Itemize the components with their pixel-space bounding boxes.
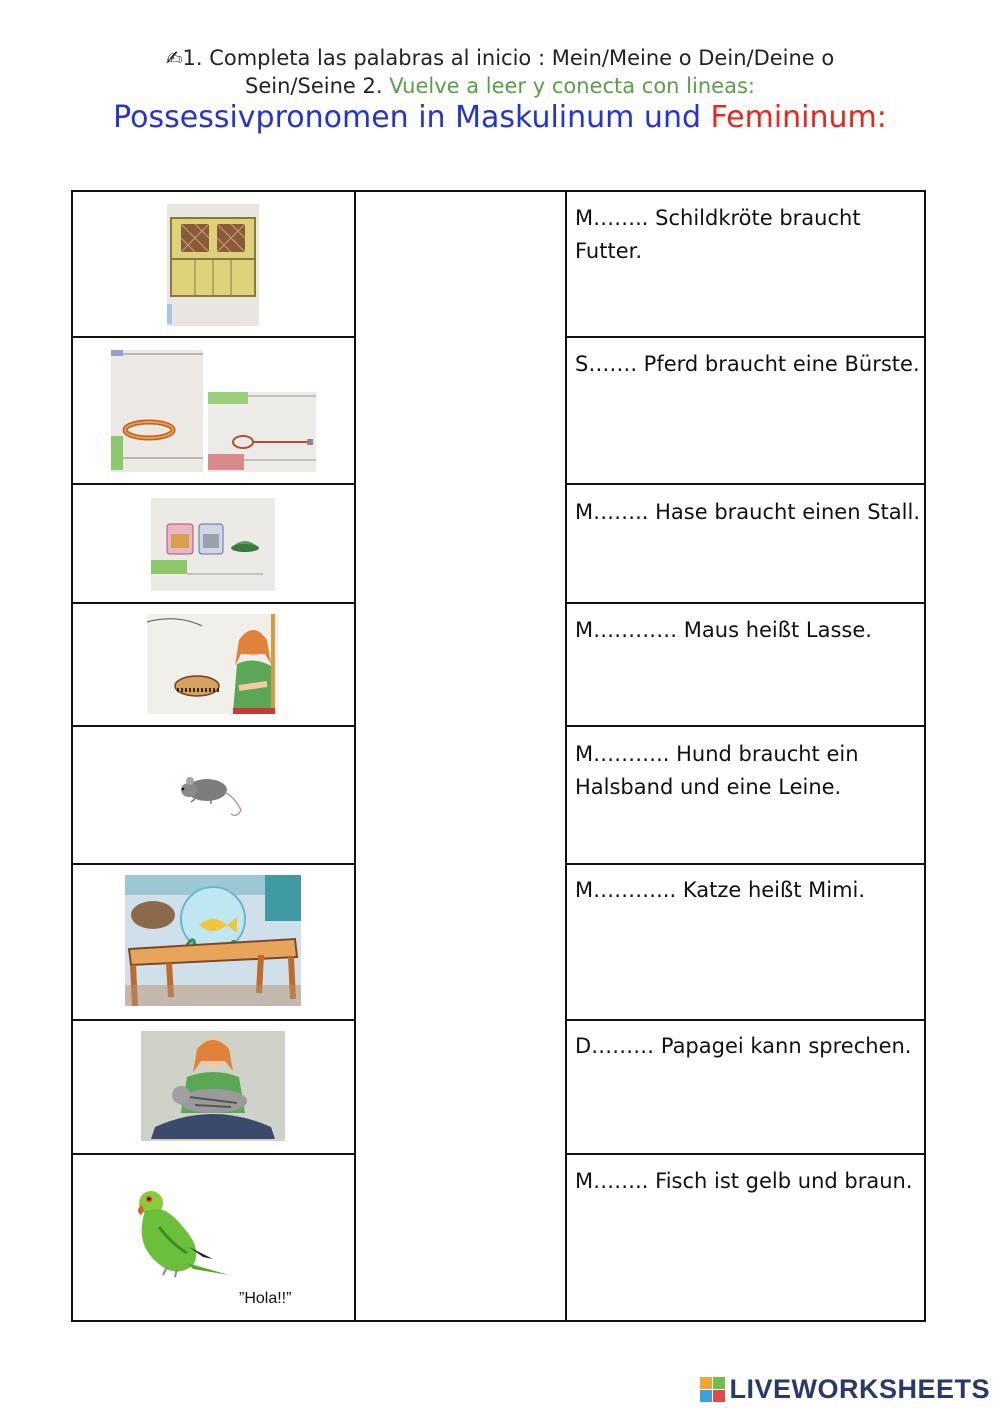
page-title [0,100,1000,135]
collar-and-leash-image [111,350,316,473]
liveworksheets-logo [700,1374,990,1405]
sentence-cell: M………… Maus heißt Lasse. [575,618,872,642]
row-line-right [565,1019,926,1021]
instruction-line-2 [0,72,1000,100]
sentence-cell: M……….. Hund braucht ein Halsband und eine Leine. [575,742,859,799]
instruction-text-2: Sein/Seine 2. [245,74,390,98]
row-line-right [565,725,926,727]
title-maskulinum: Possessivpronomen in Maskulinum und [113,100,711,135]
row-line-left [71,483,356,485]
parrot-image [133,1187,233,1281]
liveworksheets-squares-icon [700,1377,725,1402]
sentence-cell: D……… Papagei kann sprechen. [575,1034,912,1058]
connect-lines-area[interactable] [356,192,565,1320]
girl-with-brush-image [147,614,278,714]
table-border-bottom [71,1320,926,1322]
title-femininum: Femininum: [710,100,887,135]
instruction-text-1: 1. Completa las palabras al inicio : Mein/Meine o Dein/Deine o [182,46,835,70]
row-line-left [71,602,356,604]
row-line-right [565,602,926,604]
writing-hand-icon: ✍ [165,46,183,70]
sentence-cell: M…….. Fisch ist gelb und braun. [575,1169,913,1193]
sentence-cell: S……. Pferd braucht eine Bürste. [575,352,920,376]
instruction-line-1 [0,44,1000,72]
parrot-speech-caption: ”Hola!!” [239,1290,292,1307]
instruction-text-connect: Vuelve a leer y conecta con lineas: [389,74,755,98]
row-line-left [71,863,356,865]
row-line-left [71,725,356,727]
instructions [0,44,1000,100]
row-line-right [565,1153,926,1155]
row-line-left [71,336,356,338]
girl-with-cat-image [141,1031,285,1141]
liveworksheets-brand: LIVEWORKSHEETS [729,1374,990,1404]
fish-bowl-image [125,875,301,1006]
row-line-right [565,483,926,485]
sentence-cell: M…….. Hase braucht einen Stall. [575,500,920,524]
sentence-cell: M………... Katze heißt Mimi. [575,878,866,902]
row-line-left [71,1153,356,1155]
sentence-cell: M…….. Schildkröte braucht Futter. [575,206,861,263]
row-line-left [71,1019,356,1021]
worksheet-table [71,190,926,1322]
pet-food-image [151,498,275,591]
mouse-image [177,768,247,822]
cage-stall-image [167,204,259,326]
row-line-right [565,863,926,865]
row-line-right [565,336,926,338]
